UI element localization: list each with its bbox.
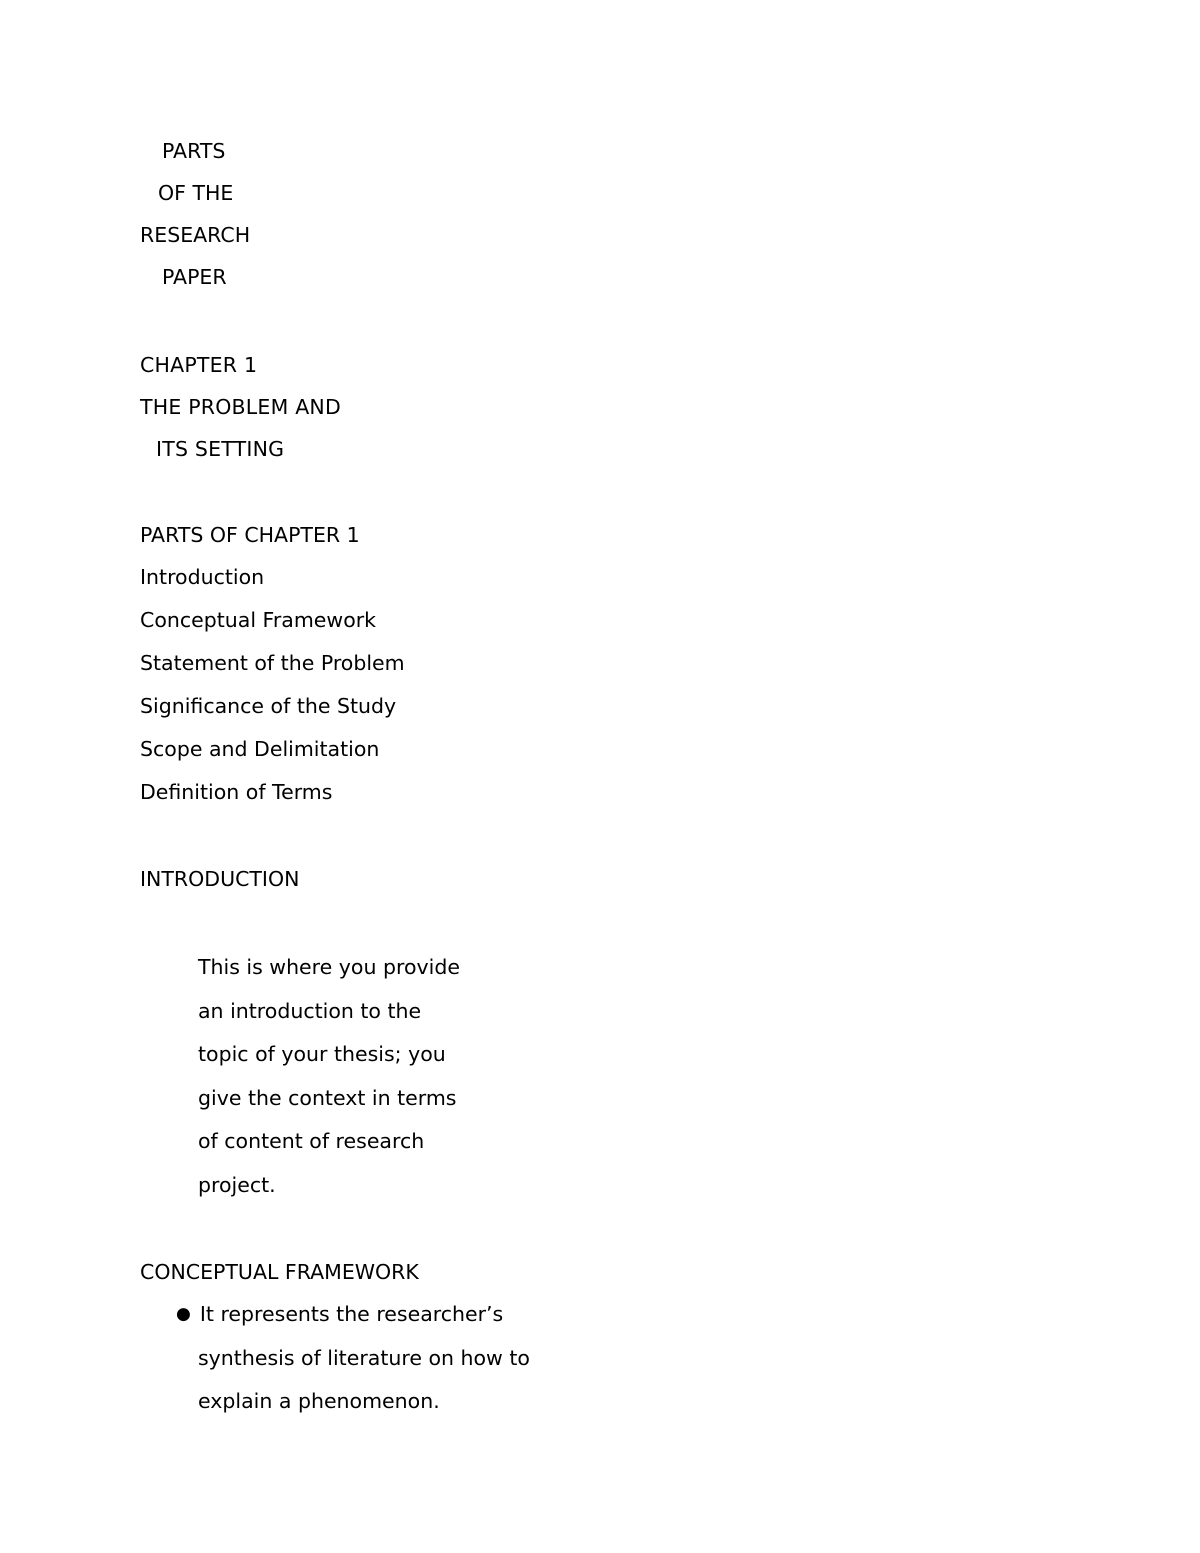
paragraph-line: This is where you provide [198, 955, 460, 979]
list-item: Scope and Delimitation [140, 737, 380, 761]
bullet-dot-icon: ● [176, 1304, 191, 1324]
introduction-heading: INTRODUCTION [140, 867, 300, 891]
paragraph-line: topic of your thesis; you [198, 1042, 446, 1066]
conceptual-framework-section [140, 1251, 1040, 1424]
title-block [140, 130, 1040, 298]
conceptual-framework-heading: CONCEPTUAL FRAMEWORK [140, 1260, 419, 1284]
bullet-line: synthesis of literature on how to [198, 1345, 530, 1370]
chapter-block [140, 344, 1040, 470]
introduction-section [140, 858, 1040, 1207]
chapter-number: CHAPTER 1 [140, 353, 258, 377]
paragraph-line: of content of research [198, 1129, 425, 1153]
chapter-title-line-1: THE PROBLEM AND [140, 395, 341, 419]
spacer-after-parts [140, 814, 1040, 858]
spacer-after-title [140, 298, 1040, 344]
list-item: Introduction [140, 565, 265, 589]
title-line-parts: PARTS [162, 139, 226, 163]
paragraph-line: an introduction to the [198, 998, 422, 1023]
list-item: Significance of the Study [140, 694, 397, 718]
bullet-line: It represents the researcher’s [199, 1302, 504, 1326]
parts-section [140, 514, 1040, 814]
paragraph-line: give the context in terms [198, 1085, 457, 1110]
document-body [140, 130, 1040, 1424]
parts-heading: PARTS OF CHAPTER 1 [140, 523, 360, 547]
paragraph-line: project. [198, 1172, 276, 1197]
conceptual-framework-bullet [140, 1293, 1040, 1424]
title-line-paper: PAPER [162, 265, 227, 289]
bullet-line: explain a phenomenon. [198, 1389, 440, 1413]
list-item: Statement of the Problem [140, 651, 405, 675]
introduction-paragraph [140, 946, 1040, 1207]
spacer-before-intro-paragraph [140, 900, 1040, 946]
list-item: Definition of Terms [140, 780, 333, 804]
list-item: Conceptual Framework [140, 608, 377, 632]
title-line-research: RESEARCH [140, 223, 251, 247]
spacer-after-chapter [140, 470, 1040, 514]
title-line-of-the: OF THE [158, 181, 234, 205]
chapter-title-line-2: ITS SETTING [156, 437, 285, 461]
spacer-after-introduction [140, 1207, 1040, 1251]
bullet-first-row [176, 1293, 1040, 1337]
